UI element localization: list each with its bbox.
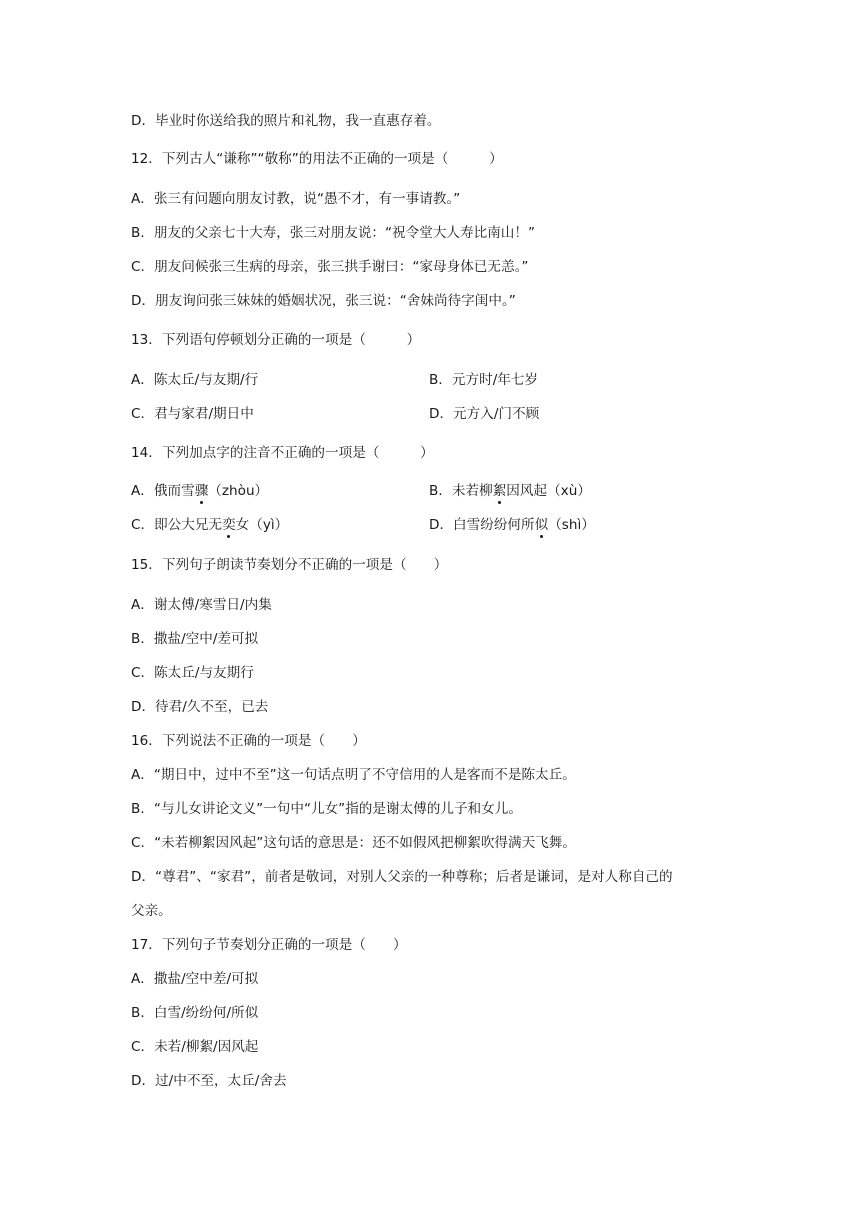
dotted-character: 骤 <box>194 483 209 499</box>
question-14-option-b <box>429 482 591 500</box>
option-text: A．俄而雪 <box>131 483 195 499</box>
question-15-stem: 15．下列句子朗读节奏划分不正确的一项是（ ） <box>131 557 448 573</box>
question-13-stem: 13．下列语句停顿划分正确的一项是（ ） <box>131 332 421 348</box>
question-15-option-d: D．待君/久不至，已去 <box>131 699 269 715</box>
question-12-option-d: D．朋友询问张三妹妹的婚姻状况，张三说：“舍妹尚待字闺中。” <box>131 293 516 309</box>
question-17-option-d: D．过/中不至，太丘/舍去 <box>131 1073 287 1089</box>
question-15-option-a: A．谢太傅/寒雪日/内集 <box>131 597 272 613</box>
question-13-option-b: B．元方时/年七岁 <box>429 372 539 388</box>
question-17-option-b: B．白雪/纷纷何/所似 <box>131 1005 259 1021</box>
option-text: （shì） <box>548 517 595 533</box>
option-text: D．白雪纷纷何所 <box>429 517 535 533</box>
question-17-option-c: C．未若/柳絮/因风起 <box>131 1039 259 1055</box>
option-text: 女（yì） <box>235 517 289 533</box>
question-17-option-a: A．撒盐/空中差/可拟 <box>131 971 259 987</box>
question-14-option-c <box>131 516 288 534</box>
question-12-option-a: A．张三有问题向朋友讨教，说“愚不才，有一事请教。” <box>131 191 461 207</box>
dotted-character: 似 <box>534 517 549 533</box>
question-15-option-c: C．陈太丘/与友期行 <box>131 665 254 681</box>
question-16-option-b: B．“与儿女讲论文义”一句中“儿女”指的是谢太傅的儿子和女儿。 <box>131 801 522 817</box>
question-14-option-a <box>131 482 268 500</box>
question-12-option-b: B．朋友的父亲七十大寿，张三对朋友说：“祝令堂大人寿比南山！” <box>131 225 536 241</box>
question-13-option-c: C．君与家君/期日中 <box>131 406 254 422</box>
question-11-option-d: D．毕业时你送给我的照片和礼物，我一直惠存着。 <box>131 113 441 129</box>
option-text: C．即公大兄无 <box>131 517 223 533</box>
question-16-option-d: D．“尊君”、“家君”，前者是敬词，对别人父亲的一种尊称；后者是谦词，是对人称自己的 <box>131 869 673 885</box>
question-14-option-d <box>429 516 595 534</box>
question-16-option-c: C．“未若柳絮因风起”这句话的意思是：还不如假风把柳絮吹得满天飞舞。 <box>131 835 576 851</box>
question-16-option-d-continued: 父亲。 <box>131 903 172 919</box>
question-14-stem: 14．下列加点字的注音不正确的一项是（ ） <box>131 445 434 461</box>
option-text: B．未若柳 <box>429 483 493 499</box>
question-12-stem: 12．下列古人“谦称”“敬称”的用法不正确的一项是（ ） <box>131 151 503 167</box>
question-13-option-d: D．元方入/门不顾 <box>429 406 540 422</box>
question-16-option-a: A．“期日中，过中不至”这一句话点明了不守信用的人是客而不是陈太丘。 <box>131 767 576 783</box>
option-text: 因风起（xù） <box>506 483 591 499</box>
question-12-option-c: C．朋友问候张三生病的母亲，张三拱手谢曰：“家母身体已无恙。” <box>131 259 529 275</box>
question-15-option-b: B．撒盐/空中/差可拟 <box>131 631 259 647</box>
dotted-character: 絮 <box>492 483 507 499</box>
option-text: （zhòu） <box>208 483 269 499</box>
question-17-stem: 17．下列句子节奏划分正确的一项是（ ） <box>131 937 407 953</box>
dotted-character: 奕 <box>222 517 236 533</box>
question-16-stem: 16．下列说法不正确的一项是（ ） <box>131 733 366 749</box>
question-13-option-a: A．陈太丘/与友期/行 <box>131 372 259 388</box>
